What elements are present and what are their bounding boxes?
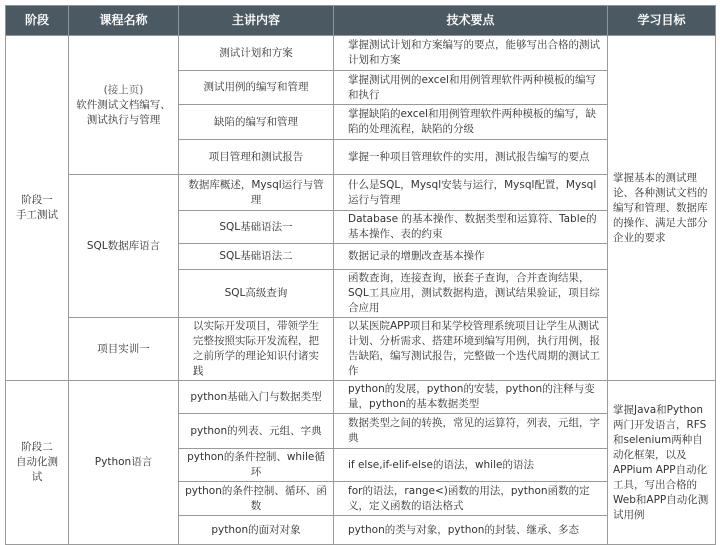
stage-name: 阶段一 bbox=[21, 194, 53, 206]
header-topic: 主讲内容 bbox=[179, 6, 334, 36]
table-row bbox=[6, 36, 716, 71]
points-cell: 什么是SQL，Mysql安装与运行，Mysql配置，Mysql运行与管理 bbox=[334, 175, 608, 211]
topic-cell: python的列表、元组、字典 bbox=[179, 414, 334, 449]
topic-cell: SQL基础语法一 bbox=[179, 211, 334, 244]
topic-cell: SQL基础语法二 bbox=[179, 244, 334, 270]
header-course: 课程名称 bbox=[69, 6, 179, 36]
points-cell: Database 的基本操作、数据类型和运算符、Table的基本操作、表的约束 bbox=[334, 211, 608, 244]
points-cell: 掌握一种项目管理软件的实用，测试报告编写的要点 bbox=[334, 140, 608, 175]
topic-cell: python的条件控制、循环、函数 bbox=[179, 482, 334, 516]
points-cell: python的类与对象，python的封装、继承、多态 bbox=[334, 516, 608, 545]
header-goal: 学习目标 bbox=[608, 6, 716, 36]
stage-name: 手工测试 bbox=[16, 209, 58, 221]
points-cell: 掌握测试计划和方案编写的要点，能够写出合格的测试计划和方案 bbox=[334, 36, 608, 71]
topic-cell: 数据库概述，Mysql运行与管理 bbox=[179, 175, 334, 211]
header-row bbox=[6, 6, 716, 36]
topic-cell: python的面对对象 bbox=[179, 516, 334, 545]
course-note: (接上页) bbox=[103, 83, 144, 96]
points-cell: 数据类型之间的转换，常见的运算符，列表，元组，字典 bbox=[334, 414, 608, 449]
topic-cell: 测试用例的编写和管理 bbox=[179, 71, 334, 105]
topic-cell: python基础入门与数据类型 bbox=[179, 381, 334, 414]
course-cell: 项目实训一 bbox=[69, 318, 179, 381]
stage-name: 自动化测试 bbox=[16, 456, 58, 483]
points-cell: for的语法，range<)函数的用法，python函数的定义，定义函数的语法格式 bbox=[334, 482, 608, 516]
topic-cell: 项目管理和测试报告 bbox=[179, 140, 334, 175]
goal-cell: 掌握基本的测试理论、各种测试文档的编写和管理、数据库的操作、满足大部分企业的要求 bbox=[608, 36, 716, 381]
stage-name: 阶段二 bbox=[21, 441, 53, 453]
course-table bbox=[5, 5, 716, 545]
points-cell: 数据记录的增删改查基本操作 bbox=[334, 244, 608, 270]
course-cell: SQL数据库语言 bbox=[69, 175, 179, 318]
points-cell: 函数查询，连接查询，嵌套子查询，合并查询结果，SQL工具应用，测试数据构造，测试结果验证，项目综合应用 bbox=[334, 270, 608, 318]
points-cell: python的发展，python的安装，python的注释与变量，python的基本数据类型 bbox=[334, 381, 608, 414]
header-points: 技术要点 bbox=[334, 6, 608, 36]
goal-cell: 掌握Java和Python两门开发语言，RFS和selenium两种自动化框架，以及APPium APP自动化工具，写出合格的Web和APP自动化测试用例 bbox=[608, 381, 716, 545]
topic-cell: SQL高级查询 bbox=[179, 270, 334, 318]
header-stage: 阶段 bbox=[6, 6, 69, 36]
points-cell: if else,if-elif-else的语法，while的语法 bbox=[334, 449, 608, 482]
topic-cell: 以实际开发项目，带领学生完整按照实际开发流程，把之前所学的理论知识付诸实践 bbox=[179, 318, 334, 381]
course-cell: Python语言 bbox=[69, 381, 179, 545]
table-row bbox=[6, 381, 716, 414]
points-cell: 掌握缺陷的excel和用例管理软件两种模板的编写，缺陷的处理流程，缺陷的分级 bbox=[334, 105, 608, 140]
course-name: 软件测试文档编写、测试执行与管理 bbox=[76, 98, 171, 126]
topic-cell: 测试计划和方案 bbox=[179, 36, 334, 71]
course-cell bbox=[69, 36, 179, 175]
topic-cell: python的条件控制、while循环 bbox=[179, 449, 334, 482]
topic-cell: 缺陷的编写和管理 bbox=[179, 105, 334, 140]
points-cell: 以某医院APP项目和某学校管理系统项目让学生从测试计划、分析需求、搭建环境到编写用例，执行用例，报告缺陷，编写测试报告，完整做一个迭代周期的测试工作 bbox=[334, 318, 608, 381]
stage-cell bbox=[6, 381, 69, 545]
stage-cell bbox=[6, 36, 69, 381]
points-cell: 掌握测试用例的excel和用例管理软件两种模板的编写和执行 bbox=[334, 71, 608, 105]
